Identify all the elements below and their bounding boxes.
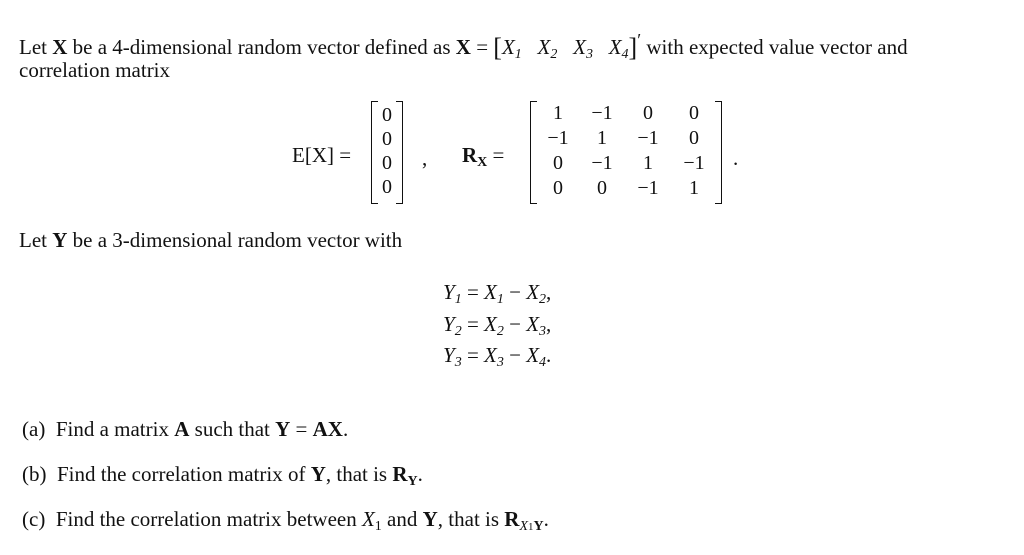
matrix-cell: −1: [637, 127, 659, 149]
expected-value-vector: [369, 101, 405, 204]
vector-X-symbol: X: [455, 35, 471, 59]
matrix-cell: 0: [689, 102, 699, 124]
matrix-cell: −1: [591, 102, 613, 124]
question-a: (a) Find a matrix A such that Y = AX.: [22, 417, 349, 441]
intro-line-1: Let X be a 4-dimensional random vector defined as $X = [X_1$ $X_2$ $X_3$ $X_4]'$ with expected value vector and: [19, 30, 908, 62]
matrix-cell: 1: [643, 152, 653, 174]
question-label: (c): [22, 507, 46, 531]
matrix-cell: 1: [597, 127, 607, 149]
correlation-matrix: [530, 101, 722, 204]
intro-line-2: [19, 58, 170, 83]
question-b: (b) Find the correlation matrix of Y, that is $R_Y$.: [22, 462, 423, 489]
matrix-cell: 0: [597, 177, 607, 199]
question-label: (a): [22, 417, 46, 441]
y-intro-line: Let Y be a 3-dimensional random vector with: [19, 228, 403, 252]
matrix-cell: 0: [643, 102, 653, 124]
question-label: (b): [22, 462, 47, 486]
matrix-cell: −1: [683, 152, 705, 174]
vector-entry: 0: [382, 152, 392, 174]
vector-entry: 0: [382, 176, 392, 198]
matrix-cell: −1: [547, 127, 569, 149]
matrix-cell: 0: [553, 152, 563, 174]
vector-Y-symbol: Y: [52, 228, 68, 252]
matrix-cell: 1: [689, 177, 699, 199]
transpose-prime: ′: [637, 30, 642, 50]
matrix-cell: −1: [591, 152, 613, 174]
row-vector: [: [493, 33, 502, 62]
intro-text: Let: [19, 35, 47, 59]
matrix-cell: 0: [553, 177, 563, 199]
right-bracket: [715, 101, 722, 204]
vector-entry: 0: [382, 104, 392, 126]
period: .: [733, 146, 739, 170]
comma: ,: [422, 146, 428, 170]
intro-text: be a 4-dimensional random vector defined as: [72, 35, 451, 59]
equation-line: $Y_2 = X_2 - X_3$,: [443, 312, 552, 339]
vector-component: $X_4$: [608, 35, 629, 62]
equation-line: $Y_1 = X_1 - X_2$,: [443, 280, 552, 307]
vector-component: $X_2$: [537, 35, 558, 62]
vector-component: $X_3$: [573, 35, 593, 62]
expected-value-label: E[X] =: [292, 143, 352, 167]
question-c: (c) Find the correlation matrix between $X_1$ and Y, that is $R_{X1Y}$.: [22, 507, 549, 534]
vector-X-symbol: X: [52, 35, 68, 59]
intro-text: correlation matrix: [19, 58, 171, 82]
equation-line: $Y_3 = X_3 - X_4$.: [443, 343, 552, 370]
vector-component: $X_1$: [501, 35, 522, 62]
correlation-matrix-label: $R_X$ =: [462, 143, 505, 170]
vector-entry: 0: [382, 128, 392, 150]
left-bracket: [530, 101, 537, 204]
matrix-cell: 0: [689, 127, 699, 149]
equals-sign: =: [476, 35, 489, 59]
matrix-cell: −1: [637, 177, 659, 199]
matrix-cell: 1: [553, 102, 563, 124]
intro-text: with expected value vector and: [646, 35, 908, 59]
